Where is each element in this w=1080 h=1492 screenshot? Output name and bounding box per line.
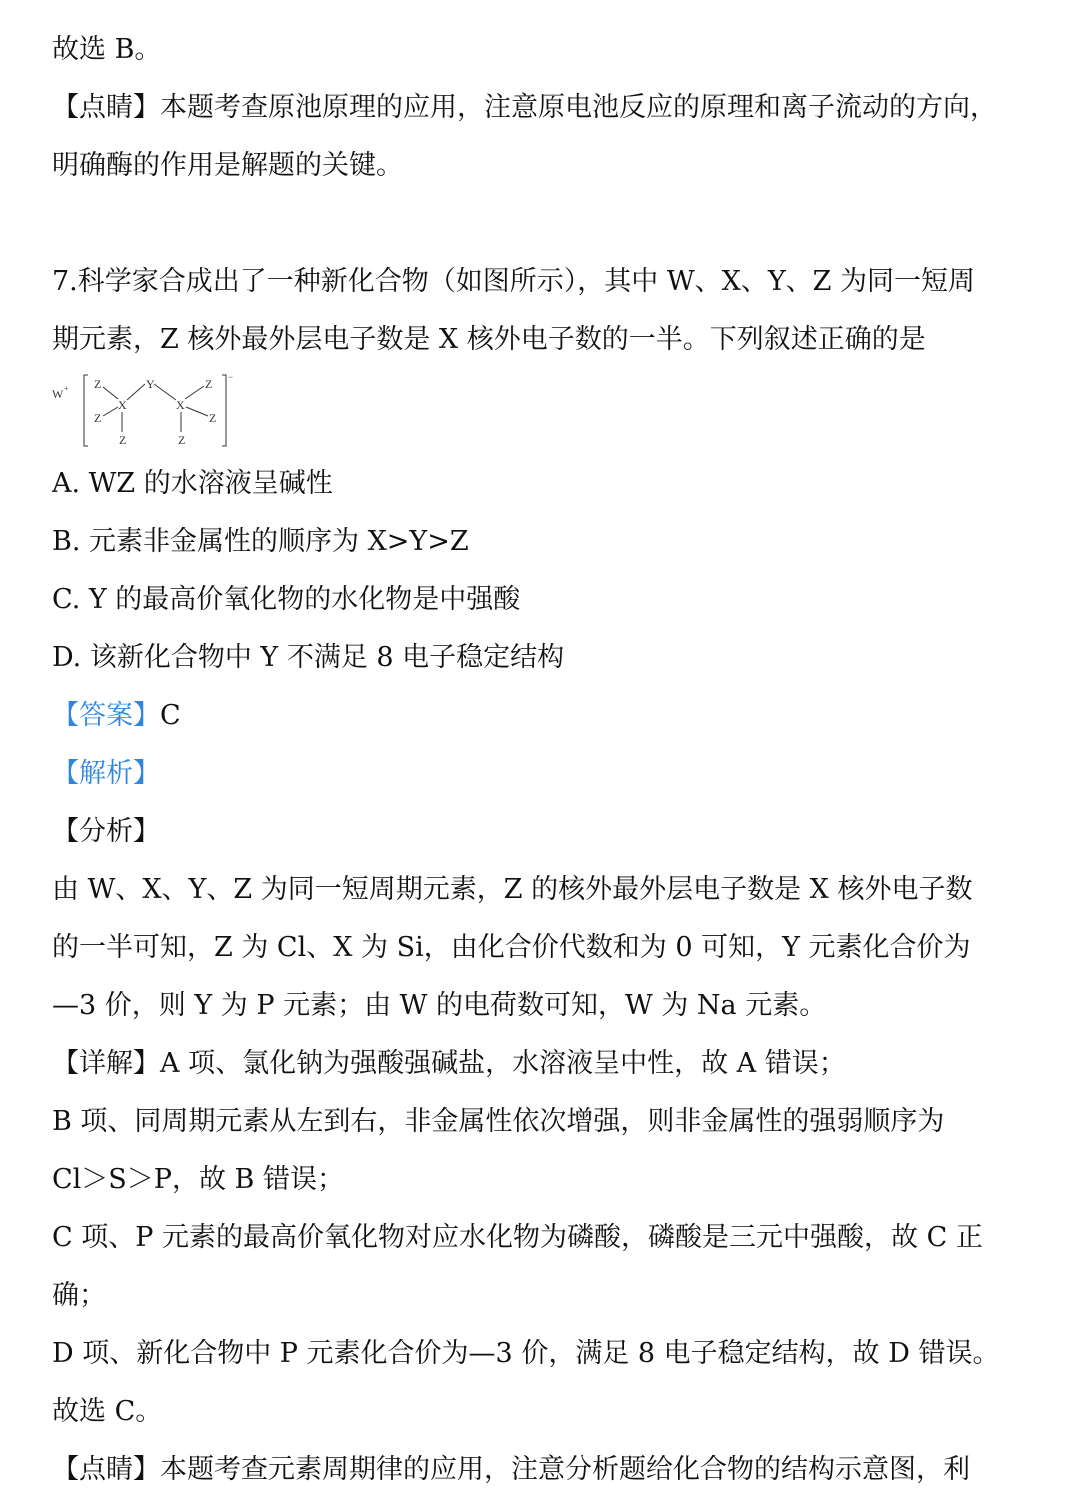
detail-line-1: 【详解】A 项、氯化钠为强酸强碱盐，水溶液呈中性，故 A 错误；: [52, 1048, 846, 1079]
atom-z4-label: Z: [205, 377, 213, 391]
detail-line-4: C 项、P 元素的最高价氧化物对应水化物为磷酸，磷酸是三元中强酸，故 C 正: [52, 1222, 983, 1253]
option-b: B. 元素非金属性的顺序为 X>Y>Z: [52, 526, 469, 557]
anion-charge-label: −: [228, 372, 234, 382]
answer-value: C: [160, 700, 181, 731]
bond-x2-z5: [186, 407, 208, 416]
conclusion-line: 故选 C。: [52, 1396, 163, 1427]
detail-line-3: Cl＞S＞P，故 B 错误；: [52, 1164, 344, 1195]
detail-line-2: B 项、同周期元素从左到右，非金属性依次增强，则非金属性的强弱顺序为: [52, 1106, 945, 1137]
atom-z1-label: Z: [94, 377, 102, 391]
option-a: A. WZ 的水溶液呈碱性: [52, 468, 333, 499]
atom-x2-label: X: [176, 398, 185, 412]
bond-z2-x1: [103, 407, 118, 416]
detail-line-5: 确；: [52, 1280, 106, 1311]
cation-charge-label: +: [64, 384, 69, 393]
atom-y-label: Y: [146, 377, 155, 391]
line-2: 【点睛】本题考查原池原理的应用，注意原电池反应的原理和离子流动的方向，: [52, 92, 997, 123]
tip-line: 【点睛】本题考查元素周期律的应用，注意分析题给化合物的结构示意图，利: [52, 1454, 970, 1485]
option-d: D. 该新化合物中 Y 不满足 8 电子稳定结构: [52, 642, 565, 673]
left-bracket: [84, 375, 88, 446]
compound-structure-figure: [52, 372, 242, 448]
answer-tag: 【答案】: [52, 700, 160, 731]
analysis-heading: 【解析】: [52, 758, 160, 789]
question-7-line-2: 期元素，Z 核外最外层电子数是 X 核外电子数的一半。下列叙述正确的是: [52, 324, 926, 355]
question-7-line-1: 7.科学家合成出了一种新化合物（如图所示），其中 W、X、Y、Z 为同一短周: [52, 266, 975, 297]
atom-z5-label: Z: [209, 411, 217, 425]
atom-z6-label: Z: [178, 433, 186, 447]
bond-z1-x1: [103, 387, 118, 399]
line-1: 故选 B。: [52, 34, 162, 65]
cation-w-label: W: [52, 387, 64, 401]
atom-z3-label: Z: [119, 433, 127, 447]
option-c: C. Y 的最高价氧化物的水化物是中强酸: [52, 584, 521, 615]
answer-line: [52, 698, 181, 734]
bond-x1-y: [127, 384, 145, 400]
bond-y-x2: [154, 384, 176, 400]
analysis-line-2: 的一半可知，Z 为 Cl、X 为 Si，由化合价代数和为 0 可知，Y 元素化合价为: [52, 932, 971, 963]
analysis-subheading: 【分析】: [52, 816, 160, 847]
right-bracket: [222, 375, 226, 446]
analysis-line-1: 由 W、X、Y、Z 为同一短周期元素，Z 的核外最外层电子数是 X 核外电子数: [52, 874, 973, 905]
line-3: 明确酶的作用是解题的关键。: [52, 150, 403, 181]
atom-z2-label: Z: [94, 411, 102, 425]
bond-x2-z4: [185, 386, 204, 399]
atom-x1-label: X: [118, 398, 127, 412]
detail-line-6: D 项、新化合物中 P 元素化合价为—3 价，满足 8 电子稳定结构，故 D 错误。: [52, 1338, 1000, 1369]
analysis-line-3: —3 价，则 Y 为 P 元素；由 W 的电荷数可知，W 为 Na 元素。: [52, 990, 827, 1021]
